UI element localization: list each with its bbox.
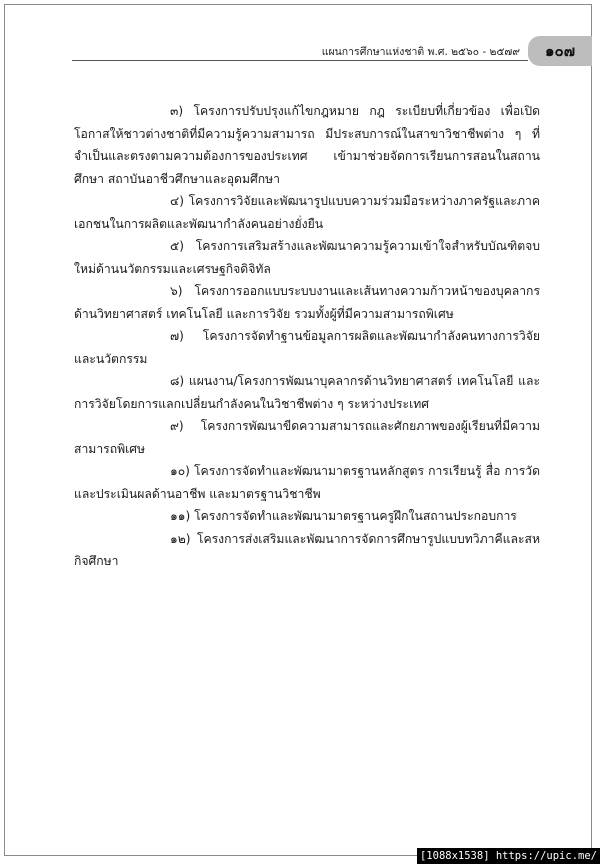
list-item-11: ๑๑) โครงการจัดทำและพัฒนามาตรฐานครูฝึกในสถานประกอบการ	[170, 509, 517, 523]
list-item-4: ๔) โครงการวิจัยและพัฒนารูปแบบความร่วมมือระหว่างภาครัฐและภาคเอกชนในการผลิตและพัฒนากำลังคนอย่างยั่งยืน	[74, 194, 540, 231]
page-number: ๑๐๗	[545, 42, 575, 60]
running-title: แผนการศึกษาแห่งชาติ พ.ศ. ๒๕๖๐ - ๒๕๗๙	[321, 46, 520, 58]
list-item-10: ๑๐) โครงการจัดทำและพัฒนามาตรฐานหลักสูตร การเรียนรู้ สื่อ การวัดและประเมินผลด้านอาชีพ และมาตรฐานวิชาชีพ	[74, 464, 540, 501]
list-item-8: ๘) แผนงาน/โครงการพัฒนาบุคลากรด้านวิทยาศาสตร์ เทคโนโลยี และการวิจัยโดยการแลกเปลี่ยนกำลังคนในวิชาชีพต่าง ๆ ระหว่างประเทศ	[74, 374, 540, 411]
header-rule	[72, 60, 528, 61]
list-item-12: ๑๒) โครงการส่งเสริมและพัฒนาการจัดการศึกษารูปแบบทวิภาคีและสหกิจศึกษา	[74, 531, 540, 568]
list-item-7: ๗) โครงการจัดทำฐานข้อมูลการผลิตและพัฒนากำลังคนทางการวิจัยและนวัตกรรม	[74, 329, 540, 366]
page-number-tab	[528, 36, 592, 66]
image-host-watermark: [1088x1538] https://upic.me/	[417, 848, 600, 864]
list-item-6: ๖) โครงการออกแบบระบบงานและเส้นทางความก้าวหน้าของบุคลากรด้านวิทยาศาสตร์ เทคโนโลยี และการวิจัย รวมทั้งผู้ที่มีความสามารถพิเศษ	[74, 284, 540, 321]
list-item-9: ๙) โครงการพัฒนาขีดความสามารถและศักยภาพของผู้เรียนที่มีความสามารถพิเศษ	[74, 419, 540, 456]
document-body	[74, 100, 540, 573]
page-header	[72, 36, 592, 66]
list-item-5: ๕) โครงการเสริมสร้างและพัฒนาความรู้ความเข้าใจสำหรับบัณฑิตจบใหม่ด้านนวัตกรรมและเศรษฐกิจดิจิทัล	[74, 239, 540, 276]
list-item-3: ๓) โครงการปรับปรุงแก้ไขกฎหมาย กฎ ระเบียบที่เกี่ยวข้อง เพื่อเปิดโอกาสให้ชาวต่างชาติที่มีความรู้ความสามารถ มีประสบการณ์ในสาขาวิชาชีพต่าง ๆ ที่จำเป็นและตรงตามความต้องการของประเทศ เข้ามาช่วยจัดการเรียนการสอนในสถานศึกษา สถาบันอาชีวศึกษาและอุดมศึกษา	[74, 104, 540, 186]
